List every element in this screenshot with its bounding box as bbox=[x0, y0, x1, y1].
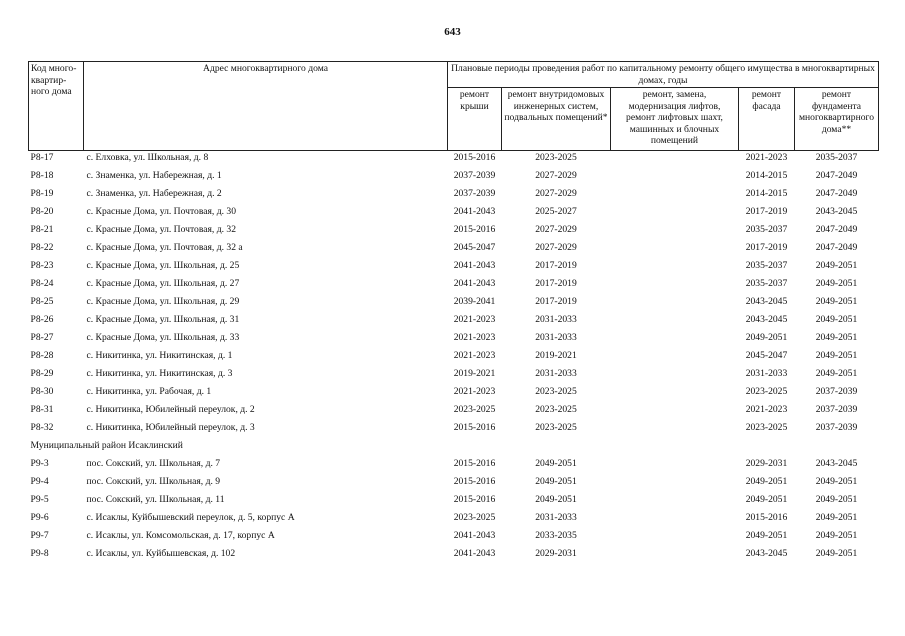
cell-address: с. Исаклы, ул. Куйбышевская, д. 102 bbox=[86, 548, 236, 559]
cell-engineering: 2017-2019 bbox=[535, 260, 577, 271]
header-facade: ремонт фасада bbox=[739, 88, 795, 151]
cell-roof: 2041-2043 bbox=[453, 548, 496, 559]
cell-address: с. Красные Дома, ул. Почтовая, д. 32 а bbox=[86, 242, 243, 253]
table-row bbox=[29, 511, 879, 529]
cell-code: Р8-21 bbox=[30, 224, 54, 235]
cell-engineering: 2049-2051 bbox=[535, 494, 577, 505]
cell-roof: 2041-2043 bbox=[453, 206, 496, 217]
cell-elevators bbox=[611, 295, 739, 313]
cell-elevators bbox=[611, 475, 739, 493]
cell-roof: 2041-2043 bbox=[453, 278, 496, 289]
table-row bbox=[29, 385, 879, 403]
table-row bbox=[29, 331, 879, 349]
cell-code: Р9-7 bbox=[30, 530, 49, 541]
cell-code: Р8-26 bbox=[30, 314, 54, 325]
cell-address: с. Исаклы, ул. Комсомольская, д. 17, корпус А bbox=[86, 530, 275, 541]
table-row bbox=[29, 241, 879, 259]
section-row bbox=[29, 439, 879, 457]
cell-code: Р9-6 bbox=[30, 512, 49, 523]
cell-facade: 2017-2019 bbox=[745, 242, 788, 253]
cell-roof: 2037-2039 bbox=[453, 170, 496, 181]
cell-elevators bbox=[611, 547, 739, 565]
cell-elevators bbox=[611, 493, 739, 511]
cell-address: с. Никитинка, ул. Рабочая, д. 1 bbox=[86, 386, 212, 397]
cell-address: пос. Сокский, ул. Школьная, д. 11 bbox=[86, 494, 225, 505]
cell-address: с. Никитинка, ул. Никитинская, д. 3 bbox=[86, 368, 233, 379]
cell-facade: 2031-2033 bbox=[745, 368, 788, 379]
cell-address: с. Знаменка, ул. Набережная, д. 2 bbox=[86, 188, 222, 199]
table-row bbox=[29, 403, 879, 421]
cell-code: Р8-22 bbox=[30, 242, 54, 253]
cell-roof: 2015-2016 bbox=[453, 152, 496, 163]
cell-foundation: 2049-2051 bbox=[815, 476, 858, 487]
cell-address: с. Никитинка, Юбилейный переулок, д. 2 bbox=[86, 404, 255, 415]
table-row bbox=[29, 349, 879, 367]
cell-engineering: 2049-2051 bbox=[535, 458, 577, 469]
cell-elevators bbox=[611, 511, 739, 529]
cell-elevators bbox=[611, 205, 739, 223]
cell-engineering: 2023-2025 bbox=[535, 386, 577, 397]
cell-elevators bbox=[611, 277, 739, 295]
cell-address: с. Никитинка, ул. Никитинская, д. 1 bbox=[86, 350, 233, 361]
table-row bbox=[29, 151, 879, 170]
cell-elevators bbox=[611, 241, 739, 259]
cell-foundation: 2047-2049 bbox=[815, 224, 858, 235]
table-row bbox=[29, 457, 879, 475]
cell-elevators bbox=[611, 403, 739, 421]
cell-address: с. Красные Дома, ул. Школьная, д. 27 bbox=[86, 278, 240, 289]
cell-facade: 2021-2023 bbox=[745, 404, 788, 415]
cell-elevators bbox=[611, 151, 739, 170]
cell-engineering: 2017-2019 bbox=[535, 278, 577, 289]
cell-roof: 2015-2016 bbox=[453, 494, 496, 505]
cell-code: Р8-29 bbox=[30, 368, 54, 379]
cell-facade: 2029-2031 bbox=[745, 458, 788, 469]
cell-foundation: 2037-2039 bbox=[815, 404, 858, 415]
table-row bbox=[29, 277, 879, 295]
cell-code: Р8-23 bbox=[30, 260, 54, 271]
cell-facade: 2023-2025 bbox=[745, 422, 788, 433]
cell-code: Р8-25 bbox=[30, 296, 54, 307]
table-row bbox=[29, 205, 879, 223]
cell-code: Р9-5 bbox=[30, 494, 49, 505]
cell-facade: 2035-2037 bbox=[745, 260, 788, 271]
cell-roof: 2015-2016 bbox=[453, 476, 496, 487]
cell-engineering: 2019-2021 bbox=[535, 350, 577, 361]
cell-address: с. Красные Дома, ул. Школьная, д. 29 bbox=[86, 296, 240, 307]
cell-code: Р8-28 bbox=[30, 350, 54, 361]
cell-elevators bbox=[611, 367, 739, 385]
cell-address: с. Красные Дома, ул. Школьная, д. 25 bbox=[86, 260, 240, 271]
table-row bbox=[29, 295, 879, 313]
cell-engineering: 2049-2051 bbox=[535, 476, 577, 487]
cell-elevators bbox=[611, 385, 739, 403]
cell-foundation: 2037-2039 bbox=[815, 386, 858, 397]
cell-elevators bbox=[611, 457, 739, 475]
cell-address: с. Знаменка, ул. Набережная, д. 1 bbox=[86, 170, 222, 181]
cell-foundation: 2049-2051 bbox=[815, 260, 858, 271]
capital-repair-table bbox=[28, 61, 879, 565]
cell-code: Р8-30 bbox=[30, 386, 54, 397]
cell-code: Р9-8 bbox=[30, 548, 49, 559]
cell-foundation: 2043-2045 bbox=[815, 458, 858, 469]
cell-address: пос. Сокский, ул. Школьная, д. 9 bbox=[86, 476, 221, 487]
table-header bbox=[29, 62, 879, 151]
cell-facade: 2049-2051 bbox=[745, 476, 788, 487]
cell-facade: 2043-2045 bbox=[745, 296, 788, 307]
header-roof: ремонт крыши bbox=[448, 88, 502, 151]
cell-foundation: 2049-2051 bbox=[815, 530, 858, 541]
cell-foundation: 2049-2051 bbox=[815, 278, 858, 289]
cell-engineering: 2029-2031 bbox=[535, 548, 577, 559]
cell-engineering: 2027-2029 bbox=[535, 224, 577, 235]
cell-facade: 2015-2016 bbox=[745, 512, 788, 523]
cell-engineering: 2031-2033 bbox=[535, 512, 577, 523]
table-body bbox=[29, 151, 879, 566]
table-row bbox=[29, 187, 879, 205]
cell-elevators bbox=[611, 529, 739, 547]
cell-roof: 2037-2039 bbox=[453, 188, 496, 199]
cell-roof: 2039-2041 bbox=[453, 296, 496, 307]
cell-elevators bbox=[611, 331, 739, 349]
cell-foundation: 2047-2049 bbox=[815, 242, 858, 253]
cell-address: с. Красные Дома, ул. Почтовая, д. 32 bbox=[86, 224, 236, 235]
page-number: 643 bbox=[444, 26, 461, 38]
cell-address: с. Елховка, ул. Школьная, д. 8 bbox=[86, 152, 209, 163]
cell-elevators bbox=[611, 187, 739, 205]
cell-code: Р8-19 bbox=[30, 188, 54, 199]
cell-engineering: 2027-2029 bbox=[535, 188, 577, 199]
cell-roof: 2045-2047 bbox=[453, 242, 496, 253]
cell-foundation: 2037-2039 bbox=[815, 422, 858, 433]
cell-facade: 2021-2023 bbox=[745, 152, 788, 163]
cell-elevators bbox=[611, 223, 739, 241]
cell-facade: 2035-2037 bbox=[745, 278, 788, 289]
cell-facade: 2045-2047 bbox=[745, 350, 788, 361]
cell-facade: 2049-2051 bbox=[745, 332, 788, 343]
cell-facade: 2043-2045 bbox=[745, 548, 788, 559]
cell-foundation: 2049-2051 bbox=[815, 350, 858, 361]
cell-address: с. Исаклы, Куйбышевский переулок, д. 5, корпус А bbox=[86, 512, 295, 523]
header-code: Код много-квартир-ного дома bbox=[29, 62, 84, 151]
cell-foundation: 2049-2051 bbox=[815, 296, 858, 307]
cell-roof: 2015-2016 bbox=[453, 422, 496, 433]
cell-engineering: 2027-2029 bbox=[535, 242, 577, 253]
cell-address: с. Красные Дома, ул. Почтовая, д. 30 bbox=[86, 206, 236, 217]
cell-code: Р8-32 bbox=[30, 422, 54, 433]
cell-foundation: 2049-2051 bbox=[815, 314, 858, 325]
cell-foundation: 2035-2037 bbox=[815, 152, 858, 163]
header-foundation: ремонт фундамента многоквартирного дома** bbox=[795, 88, 879, 151]
cell-foundation: 2049-2051 bbox=[815, 368, 858, 379]
cell-facade: 2049-2051 bbox=[745, 530, 788, 541]
cell-roof: 2019-2021 bbox=[453, 368, 496, 379]
cell-engineering: 2023-2025 bbox=[535, 152, 577, 163]
cell-roof: 2021-2023 bbox=[453, 332, 496, 343]
cell-elevators bbox=[611, 421, 739, 439]
cell-engineering: 2023-2025 bbox=[535, 422, 577, 433]
header-address: Адрес многоквартирного дома bbox=[84, 62, 448, 151]
header-periods: Плановые периоды проведения работ по капитальному ремонту общего имущества в многоквартирных домах, годы bbox=[448, 62, 879, 88]
cell-code: Р9-3 bbox=[30, 458, 49, 469]
cell-foundation: 2049-2051 bbox=[815, 494, 858, 505]
cell-address: с. Красные Дома, ул. Школьная, д. 31 bbox=[86, 314, 240, 325]
table-row bbox=[29, 169, 879, 187]
cell-engineering: 2031-2033 bbox=[535, 368, 577, 379]
cell-foundation: 2047-2049 bbox=[815, 188, 858, 199]
cell-facade: 2049-2051 bbox=[745, 494, 788, 505]
cell-engineering: 2027-2029 bbox=[535, 170, 577, 181]
cell-code: Р8-27 bbox=[30, 332, 54, 343]
cell-foundation: 2043-2045 bbox=[815, 206, 858, 217]
cell-roof: 2021-2023 bbox=[453, 350, 496, 361]
cell-engineering: 2031-2033 bbox=[535, 332, 577, 343]
cell-facade: 2017-2019 bbox=[745, 206, 788, 217]
cell-facade: 2014-2015 bbox=[745, 188, 788, 199]
cell-roof: 2041-2043 bbox=[453, 530, 496, 541]
cell-engineering: 2031-2033 bbox=[535, 314, 577, 325]
cell-elevators bbox=[611, 313, 739, 331]
cell-code: Р8-24 bbox=[30, 278, 54, 289]
table-row bbox=[29, 313, 879, 331]
section-title: Муниципальный район Исаклинский bbox=[30, 440, 183, 451]
header-engineering: ремонт внутридомовых инженерных систем, подвальных помещений* bbox=[502, 88, 611, 151]
cell-foundation: 2049-2051 bbox=[815, 548, 858, 559]
cell-elevators bbox=[611, 259, 739, 277]
table-row bbox=[29, 421, 879, 439]
table-row bbox=[29, 223, 879, 241]
cell-engineering: 2033-2035 bbox=[535, 530, 577, 541]
cell-foundation: 2047-2049 bbox=[815, 170, 858, 181]
cell-roof: 2015-2016 bbox=[453, 224, 496, 235]
table-row bbox=[29, 367, 879, 385]
cell-code: Р8-18 bbox=[30, 170, 54, 181]
cell-code: Р8-31 bbox=[30, 404, 54, 415]
cell-foundation: 2049-2051 bbox=[815, 332, 858, 343]
cell-facade: 2043-2045 bbox=[745, 314, 788, 325]
header-elevators: ремонт, замена, модернизация лифтов, ремонт лифтовых шахт, машинных и блочных помещений bbox=[611, 88, 739, 151]
cell-roof: 2015-2016 bbox=[453, 458, 496, 469]
cell-roof: 2021-2023 bbox=[453, 314, 496, 325]
cell-code: Р8-20 bbox=[30, 206, 54, 217]
cell-facade: 2014-2015 bbox=[745, 170, 788, 181]
cell-elevators bbox=[611, 349, 739, 367]
cell-address: с. Никитинка, Юбилейный переулок, д. 3 bbox=[86, 422, 255, 433]
cell-roof: 2021-2023 bbox=[453, 386, 496, 397]
cell-roof: 2041-2043 bbox=[453, 260, 496, 271]
table-row bbox=[29, 475, 879, 493]
cell-roof: 2023-2025 bbox=[453, 404, 496, 415]
cell-facade: 2023-2025 bbox=[745, 386, 788, 397]
cell-engineering: 2023-2025 bbox=[535, 404, 577, 415]
cell-foundation: 2049-2051 bbox=[815, 512, 858, 523]
table-row bbox=[29, 529, 879, 547]
cell-facade: 2035-2037 bbox=[745, 224, 788, 235]
cell-engineering: 2017-2019 bbox=[535, 296, 577, 307]
cell-code: Р8-17 bbox=[30, 152, 54, 163]
table-row bbox=[29, 259, 879, 277]
cell-code: Р9-4 bbox=[30, 476, 49, 487]
table-row bbox=[29, 547, 879, 565]
cell-address: с. Красные Дома, ул. Школьная, д. 33 bbox=[86, 332, 240, 343]
cell-roof: 2023-2025 bbox=[453, 512, 496, 523]
cell-engineering: 2025-2027 bbox=[535, 206, 577, 217]
cell-address: пос. Сокский, ул. Школьная, д. 7 bbox=[86, 458, 221, 469]
table-row bbox=[29, 493, 879, 511]
cell-elevators bbox=[611, 169, 739, 187]
